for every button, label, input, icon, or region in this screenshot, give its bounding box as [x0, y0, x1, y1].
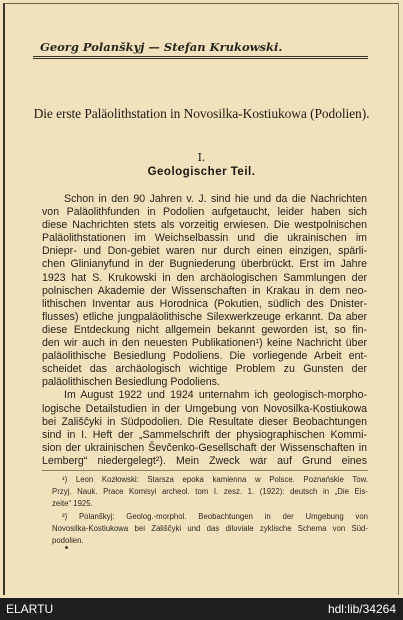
body-line: diese Entdeckung nicht allgemein bekannt geworden ist, so fin-: [42, 323, 367, 336]
ink-dot: [65, 546, 68, 549]
footer-handle-label: hdl:lib/34264: [327, 602, 396, 616]
body-line: sion der ukrainischen Ševčenko-Gesellschaft der Wissenschaften in: [42, 441, 367, 454]
body-text: [42, 193, 367, 468]
body-line: 1923 hat S. Krukowski in den archäologischen Sammlungen der: [42, 271, 367, 284]
body-line: lithischen Inventar aus Horodnica (Pokutien, südlich des Dnister-: [42, 297, 367, 310]
body-line: von Paläolithfunden in Podolien aufgetaucht, leider haben sich: [42, 206, 367, 219]
section-title: Geologischer Teil.: [147, 166, 256, 178]
footnote-line: podolien.: [52, 535, 84, 545]
header-rule-double: [33, 58, 368, 59]
body-line: sind in I. Heft der „Sammelschrift der physiographischen Kommi-: [42, 428, 367, 441]
body-line: flusses) etliche jungpaläolithische Silexwerkzeuge erkannt. Da aber: [42, 310, 367, 323]
footnote-line: ¹) Leon Kozłowski: Starsza epoka kamienna w Polsce. Poznańskie Tow.: [62, 475, 368, 484]
running-header-authors: Georg Polanškyj — Stefan Krukowski.: [40, 40, 283, 54]
body-line: Im August 1922 und 1924 unternahm ich geologisch-morpho-: [64, 389, 367, 402]
body-line: Paläolithstationen im Weichselbassin und die ukrainischen im: [42, 232, 367, 245]
viewer-footer-bar: [0, 598, 403, 620]
body-line: diese Nachrichten stets als vorzeitig erwiesen. Die westpolnischen: [42, 219, 367, 232]
body-line: logische Detailstudien in der Umgebung von Novosilka-Kostiukowa: [42, 402, 367, 415]
footnote-line: Przyj. Nauk. Prace Komisyi archeol. tom I. zesz. 1. (1922): deutsch in „Die Eis-: [52, 487, 368, 497]
body-line: chen Glinianyfund in der Bugniederung überbrückt. Erst im Jahre: [42, 258, 367, 271]
header-rule: [33, 56, 368, 57]
body-line: paläolithische Besiedlung Podoliens. Die vorliegende Arbeit ent-: [42, 350, 367, 363]
footnotes: [52, 474, 368, 547]
body-line: Schon in den 90 Jahren v. J. sind hie und da die Nachrichten: [64, 193, 367, 205]
body-line: bei Zališčyki in Südpodolien. Die Resultate dieser Beobachtungen: [42, 415, 367, 428]
footnote-line: zeite“ 1925.: [52, 499, 93, 509]
footnote-line: ²) Polanškyj: Geolog.-morphol. Beobachtungen in der Umgebung von: [62, 511, 368, 521]
body-line: Lemberg“ niedergelegt²). Mein Zweck war auf Grund eines: [42, 454, 367, 467]
body-line: Dniepr- und Don-gebiet waren nur durch einen einzigen, spärli-: [42, 245, 367, 258]
article-title: Die erste Paläolithstation in Novosilka-Kostiukowa (Podolien).: [33, 106, 370, 121]
footer-source-label: ELARTU: [6, 602, 54, 616]
section-number: I.: [197, 151, 206, 164]
body-line: den wir auch in den neuesten Publikationen¹) keine Nachricht über: [42, 337, 367, 350]
body-line: paläolithischen Besiedlung Podoliens.: [42, 376, 220, 389]
body-line: polnischen Akademie der Wissenschaften in Krakau in dem neo-: [42, 284, 367, 297]
footnote-rule: [42, 470, 368, 471]
footnote-line: Novosilka-Kostiukowa bei Zališčyki und das diluviale zyklische Schema von Süd-: [52, 523, 368, 533]
body-line: scheidet das archäologisch wichtige Problem zu Gunsten der: [42, 363, 367, 376]
